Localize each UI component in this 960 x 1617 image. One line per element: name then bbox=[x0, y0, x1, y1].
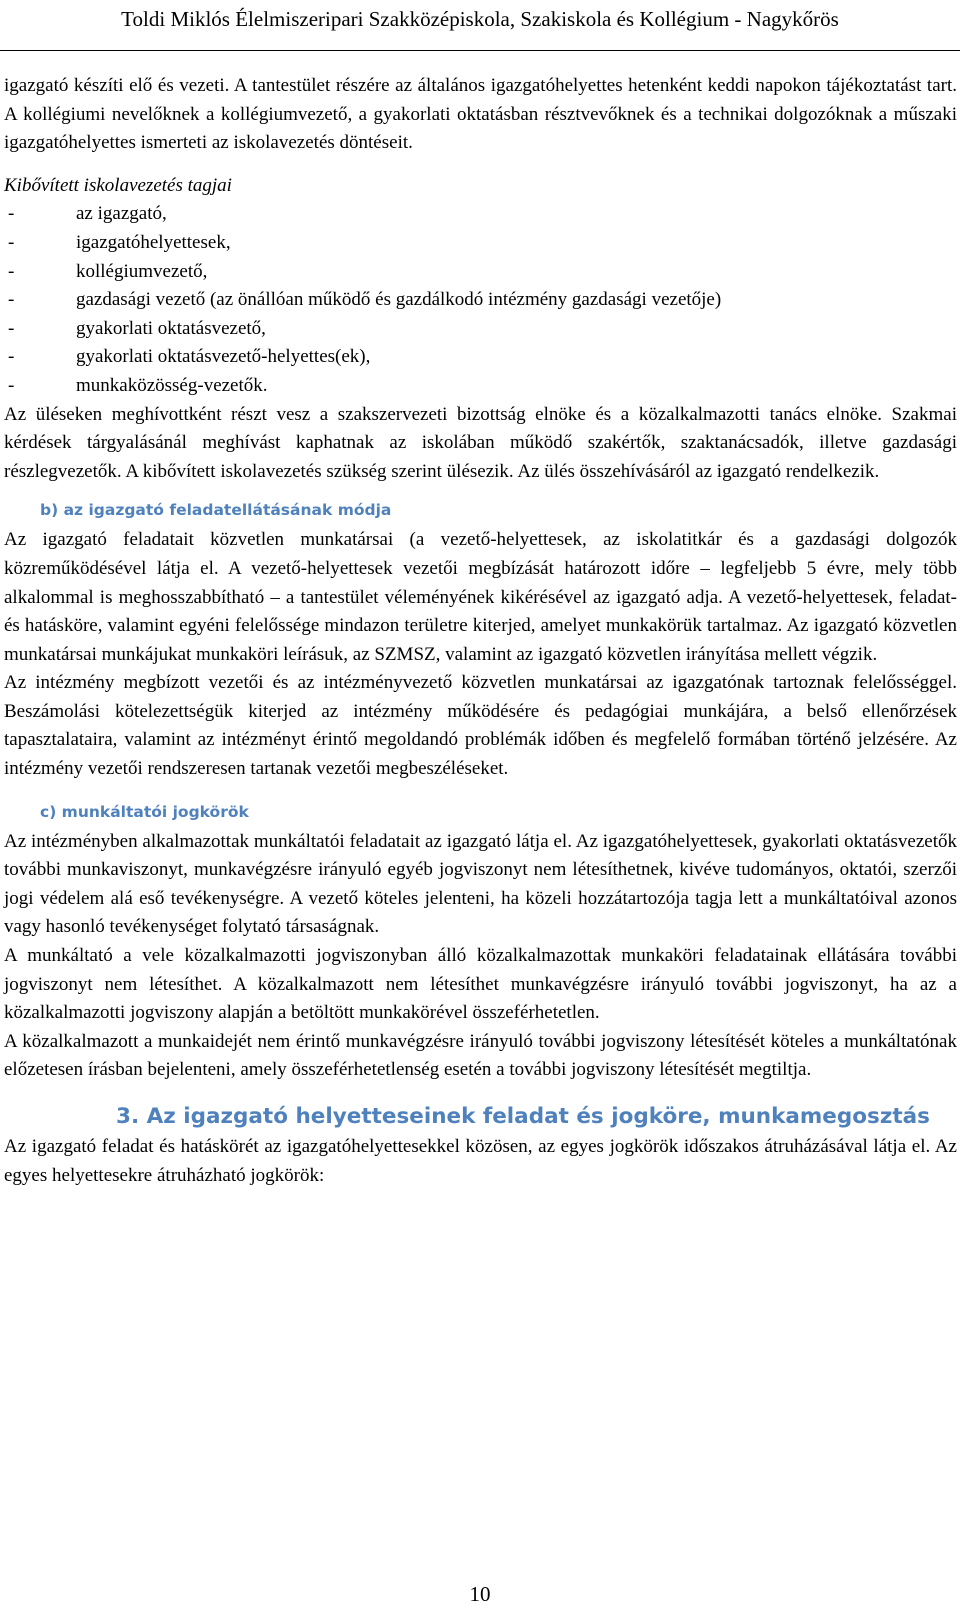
list-item: - gyakorlati oktatásvezető, bbox=[4, 315, 957, 344]
dash-bullet: - bbox=[8, 260, 15, 282]
extended-heading: Kibővített iskolavezetés tagjai bbox=[4, 174, 232, 196]
dash-bullet: - bbox=[8, 231, 15, 253]
intro-paragraph: igazgató készíti elő és vezeti. A tantestület részére az általános igazgatóhelyettes hetenként keddi napokon tájékoztatást tart. A kollégiumi nevelőknek a kollégiumvezető, a gyakorlati oktatásban résztvevőknek és a technikai dolgozóknak a műszaki igazgatóhelyettes ismerteti az iskolavezetés döntéseit. bbox=[4, 75, 957, 154]
document-body bbox=[4, 72, 957, 1190]
list-item: - kollégiumvezető, bbox=[4, 258, 957, 287]
section-b-paragraph-1: Az igazgató feladatait közvetlen munkatársai (a vezető-helyettesek, az iskolatitkár és a gazdasági dolgozók közreműködésével látja el. A vezető-helyettesek vezetői megbízását határozott időre – legfeljebb 5 évre, mely több alkalommal is meghosszabbítható – a tantestület véleményének kikérésével az igazgató adja. A vezető-helyettesek, feladat- és hatásköre, valamint egyéni felelőssége mindazon területre kiterjed, amelyet munkakörük tartalmaz. Az igazgató közvetlen munkatársai munkájukat munkaköri leírásuk, az SZMSZ, valamint az igazgató közvetlen irányítása mellett végzik. bbox=[4, 529, 957, 665]
dash-bullet: - bbox=[8, 203, 15, 225]
list-item: - gazdasági vezető (az önállóan működő és gazdálkodó intézmény gazdasági vezetője) bbox=[4, 286, 957, 315]
section-c-paragraph-2: A munkáltató a vele közalkalmazotti jogviszonyban álló közalkalmazottak munkaköri feladatainak ellátására további jogviszonyt nem létesíthet. A közalkalmazott nem létesíthet munkavégzésre irányuló további jogviszonyt, ha az a közalkalmazotti jogviszony alapján a betöltött munkakörével összeférhetetlen. bbox=[4, 945, 957, 1024]
list-item: - gyakorlati oktatásvezető-helyettes(ek), bbox=[4, 343, 957, 372]
extended-members-list bbox=[4, 200, 957, 400]
section-c-paragraph-3: A közalkalmazott a munkaidejét nem érintő munkavégzésre irányuló további jogviszony létesítését köteles a munkáltatónak előzetesen írásban bejelenteni, amely összeférhetetlenség esetén a további jogviszony létesítését megtiltja. bbox=[4, 1030, 957, 1081]
subheading-b: b) az igazgató feladatellátásának módja bbox=[40, 501, 392, 520]
section-c-paragraph-1: Az intézményben alkalmazottak munkáltatói feladatait az igazgató látja el. Az igazgatóhelyettesek, gyakorlati oktatásvezetők további munkaviszonyt, munkavégzésre irányuló egyéb jogviszonyt nem létesíthetnek, kivéve tudományos, oktatói, szerzői jogi védelem alá eső tevékenységre. A vezető köteles jelenteni, ha közeli hozzátartozója tagja lett a munkáltatóival azonos vagy hasonló tevékenységet folytató társaságnak. bbox=[4, 830, 957, 938]
dash-bullet: - bbox=[8, 317, 15, 339]
section-3-heading: 3. Az igazgató helyetteseinek feladat és jogköre, munkamegosztás bbox=[116, 1104, 930, 1129]
dash-bullet: - bbox=[8, 289, 15, 311]
extended-paragraph: Az üléseken meghívottként részt vesz a szakszervezeti bizottság elnöke és a közalkalmazotti tanács elnöke. Szakmai kérdések tárgyalásánál meghívást kaphatnak az iskolában működő szakértők, szaktanácsadók, illetve gazdasági részlegvezetők. A kibővített iskolavezetés szükség szerint ülésezik. Az ülés összehívásáról az igazgató rendelkezik. bbox=[4, 403, 957, 482]
dash-bullet: - bbox=[8, 346, 15, 368]
page-number: 10 bbox=[469, 1582, 491, 1606]
subheading-c: c) munkáltatói jogkörök bbox=[40, 802, 249, 821]
list-item: - munkaközösség-vezetők. bbox=[4, 372, 957, 401]
header-rule bbox=[0, 50, 960, 51]
list-item: - az igazgató, bbox=[4, 200, 957, 229]
list-item: - igazgatóhelyettesek, bbox=[4, 229, 957, 258]
section-3-paragraph: Az igazgató feladat és hatáskörét az igazgatóhelyettesekkel közösen, az egyes jogkörök időszakos átruházásával látja el. Az egyes helyettesekre átruházható jogkörök: bbox=[4, 1136, 957, 1186]
dash-bullet: - bbox=[8, 374, 15, 396]
section-b-paragraph-2: Az intézmény megbízott vezetői és az intézményvezető közvetlen munkatársai az igazgatónak tartoznak felelősséggel. Beszámolási kötelezettségük kiterjed az intézmény működésére és pedagógiai munkájára, a belső ellenőrzések tapasztalataira, valamint az intézményt érintő megoldandó problémák időben és megfelelő formában történő jelzésére. Az intézmény vezetői rendszeresen tartanak vezetői megbeszéléseket. bbox=[4, 672, 957, 780]
page-header: Toldi Miklós Élelmiszeripari Szakközépiskola, Szakiskola és Kollégium - Nagykőrös bbox=[121, 7, 839, 31]
